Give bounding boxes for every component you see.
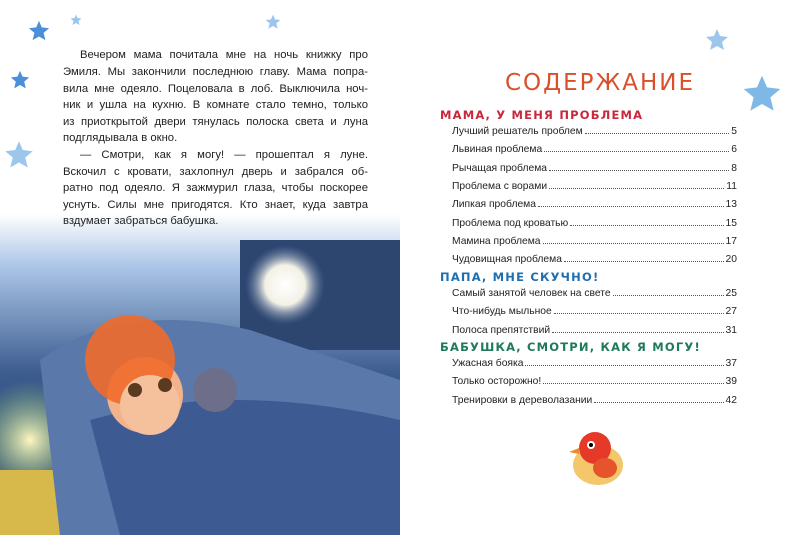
star-icon bbox=[70, 14, 82, 26]
dot-leader bbox=[549, 188, 724, 189]
entry-page: 15 bbox=[725, 217, 737, 229]
entry-title: Тренировки в дереволазании bbox=[452, 394, 593, 406]
star-icon bbox=[742, 74, 782, 114]
story-line: — Смотри, как я могу! — прошептал я луне. bbox=[80, 149, 368, 161]
entry-title: Проблема под кроватью bbox=[452, 217, 569, 229]
story-line: Вечером мама почитала мне на ночь книжку про bbox=[80, 49, 368, 61]
entry-page: 20 bbox=[725, 254, 737, 266]
section-heading: ПАПА, МНЕ СКУЧНО! bbox=[440, 270, 600, 284]
entry-page: 17 bbox=[725, 235, 737, 247]
entry-title: Чудовищная проблема bbox=[452, 254, 562, 266]
toc-entry[interactable] bbox=[452, 376, 737, 392]
section-heading: МАМА, У МЕНЯ ПРОБЛЕМА bbox=[440, 108, 644, 122]
dot-leader bbox=[549, 170, 729, 171]
toc-entry[interactable] bbox=[452, 181, 737, 197]
toc-entry[interactable] bbox=[452, 236, 737, 252]
section-heading: БАБУШКА, СМОТРИ, КАК Я МОГУ! bbox=[440, 340, 701, 354]
contents-title: СОДЕРЖАНИЕ bbox=[504, 70, 696, 96]
dot-leader bbox=[552, 332, 723, 333]
dot-leader bbox=[594, 402, 723, 403]
entry-page: 6 bbox=[731, 144, 737, 156]
entry-title: Самый занятой человек на свете bbox=[452, 288, 611, 299]
entry-page: 27 bbox=[725, 306, 737, 318]
toc-entry[interactable] bbox=[452, 358, 737, 374]
story-line: ник и ушла на кухню. В комнате стало темно, только bbox=[63, 99, 368, 111]
dot-leader bbox=[564, 261, 724, 262]
toc-entry[interactable] bbox=[452, 254, 737, 270]
dot-leader bbox=[538, 206, 724, 207]
dot-leader bbox=[543, 243, 724, 244]
dot-leader bbox=[543, 383, 723, 384]
entry-page: 25 bbox=[725, 288, 737, 299]
story-line: вила мне одеяло. Поцеловала в лоб. Выключила ноч- bbox=[63, 83, 368, 95]
star-icon bbox=[4, 140, 34, 170]
story-line: уснуть. Силы мне пригодятся. Кто знает, куда завтра bbox=[63, 199, 368, 211]
entry-page: 8 bbox=[731, 162, 737, 174]
story-line: подглядывала в окно. bbox=[63, 132, 178, 144]
entry-page: 13 bbox=[725, 199, 737, 211]
star-icon bbox=[28, 20, 50, 42]
dot-leader bbox=[570, 225, 723, 226]
entry-title: Только осторожно! bbox=[452, 376, 542, 388]
toc-entry[interactable] bbox=[452, 395, 737, 411]
toc-entry[interactable] bbox=[452, 218, 737, 234]
toc-entry[interactable] bbox=[452, 144, 737, 160]
entry-title: Мамина проблема bbox=[452, 235, 541, 247]
star-icon bbox=[265, 14, 281, 30]
entry-title: Проблема с ворами bbox=[452, 180, 548, 192]
toc-entry[interactable] bbox=[452, 306, 737, 322]
entry-title: Липкая проблема bbox=[452, 199, 536, 211]
dot-leader bbox=[525, 365, 723, 366]
entry-title: Лучший решатель проблем bbox=[452, 126, 583, 137]
dot-leader bbox=[554, 313, 724, 314]
entry-page: 5 bbox=[731, 126, 737, 137]
bird-illustration bbox=[565, 420, 630, 490]
story-line: Вскочил с кровати, захлопнул дверь и забрался об- bbox=[63, 166, 368, 178]
contents-page bbox=[400, 0, 800, 535]
story-line: из приоткрытой двери тянулась полоска света и луна bbox=[63, 116, 368, 128]
story-line: ратно под одеяло. Я зажмурил глаза, чтобы поскорее bbox=[63, 182, 368, 194]
dot-leader bbox=[585, 133, 730, 134]
entry-title: Львиная проблема bbox=[452, 144, 543, 156]
dot-leader bbox=[544, 151, 729, 152]
star-icon bbox=[10, 70, 30, 90]
entry-title: Ужасная бояка bbox=[452, 358, 524, 369]
entry-page: 11 bbox=[726, 180, 737, 192]
toc-entry[interactable] bbox=[452, 163, 737, 179]
entry-page: 39 bbox=[725, 376, 737, 388]
entry-page: 31 bbox=[725, 324, 737, 336]
story-line: Эмиля. Мы закончили последнюю главу. Мама попра- bbox=[63, 66, 368, 78]
entry-title: Полоса препятствий bbox=[452, 324, 551, 336]
toc-entry[interactable] bbox=[452, 126, 737, 142]
toc-entry[interactable] bbox=[452, 325, 737, 341]
entry-page: 37 bbox=[725, 358, 737, 369]
star-icon bbox=[705, 28, 729, 52]
toc-entry[interactable] bbox=[452, 199, 737, 215]
entry-title: Рычащая проблема bbox=[452, 162, 547, 174]
entry-page: 42 bbox=[725, 394, 737, 406]
toc-entry[interactable] bbox=[452, 288, 737, 304]
story-line: вздумает забраться бабушка. bbox=[63, 215, 219, 227]
dot-leader bbox=[613, 295, 724, 296]
entry-title: Что-нибудь мыльное bbox=[452, 306, 552, 318]
